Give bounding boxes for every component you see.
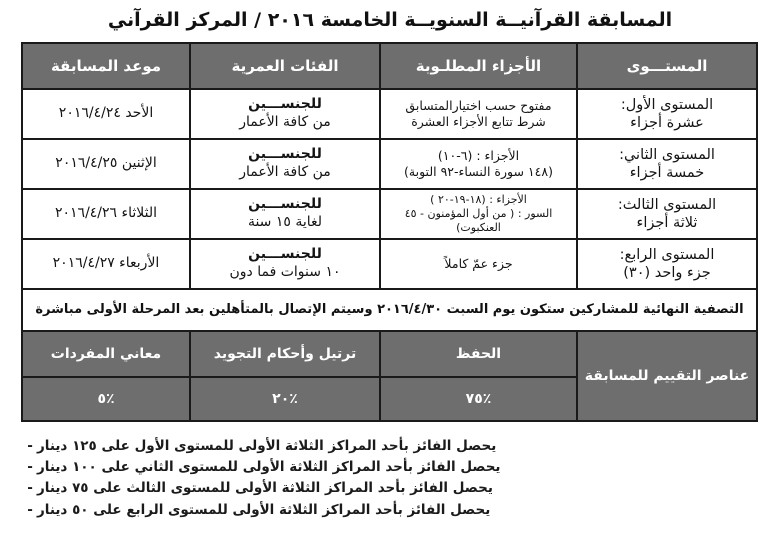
criteria-header-row: [22, 331, 757, 377]
column-header-date: موعد المسابقة: [22, 43, 190, 89]
parts-line-1: جزء عمّ كاملاً: [444, 255, 513, 271]
cell-ages: [190, 189, 380, 239]
cell-parts: [380, 239, 577, 289]
bullet-dash-icon: -: [27, 437, 33, 454]
table-header-row: [22, 43, 757, 89]
ages-line-1: للجنســـين: [248, 246, 322, 263]
table-row: [22, 139, 757, 189]
level-detail: عشرة أجزاء: [630, 114, 704, 131]
competition-table-wrapper: [23, 42, 758, 422]
cell-level: [577, 89, 757, 139]
cell-date: الأحد ٢٠١٦/٤/٢٤: [22, 89, 190, 139]
prize-notes-list: [23, 436, 758, 521]
cell-level: [577, 239, 757, 289]
ages-line-1: للجنســـين: [248, 146, 322, 163]
ages-line-2: ١٠ سنوات فما دون: [229, 263, 341, 280]
note-text: يحصل الفائز بأحد المراكز الثلاثة الأولى للمستوى الثالث على ٧٥ دينار: [37, 480, 493, 497]
note-text: يحصل الفائز بأحد المراكز الثلاثة الأولى للمستوى الرابع على ٥٠ دينار: [37, 501, 491, 518]
list-item: [23, 478, 758, 499]
note-text: يحصل الفائز بأحد المراكز الثلاثة الأولى للمستوى الأول على ١٢٥ دينار: [37, 437, 497, 454]
cell-date: الإثنين ٢٠١٦/٤/٢٥: [22, 139, 190, 189]
cell-level: [577, 189, 757, 239]
column-header-ages: الفئات العمرية: [190, 43, 380, 89]
level-title: المستوى الرابع:: [619, 246, 715, 263]
list-item: [23, 457, 758, 478]
bullet-dash-icon: -: [27, 501, 33, 518]
page-title: المسابقة القرآنيــة السنويــة الخامسة ٢٠١٦ / المركز القرآني: [107, 9, 673, 31]
level-detail: ثلاثة أجزاء: [636, 214, 698, 231]
table-row: [22, 89, 757, 139]
criteria-name-vocabulary: معاني المفردات: [22, 331, 190, 377]
level-title: المستوى الثالث:: [617, 196, 717, 213]
notice-row: [22, 289, 757, 331]
criteria-label: عناصر التقييم للمسابقة: [577, 331, 757, 421]
level-detail: جزء واحد (٣٠): [623, 264, 711, 281]
parts-line-1: الأجزاء : (١٨-١٩-٢٠ ): [430, 193, 527, 207]
ages-line-1: للجنســـين: [248, 96, 322, 113]
parts-line-1: مفتوح حسب اختيارالمتسابق: [405, 98, 552, 114]
criteria-name-tajweed: ترتيل وأحكام التجويد: [190, 331, 380, 377]
criteria-percent-memorization: ٪٧٥: [380, 377, 577, 421]
column-header-level: المستـــوى: [577, 43, 757, 89]
table-row: [22, 189, 757, 239]
final-qualification-notice: التصفية النهائية للمشاركين ستكون يوم السبت ٢٠١٦/٤/٣٠ وسيتم الإتصال بالمتأهلين بعد المرحلة الأولى مباشرة: [22, 289, 757, 331]
bullet-dash-icon: -: [27, 480, 33, 497]
competition-table: [21, 42, 758, 422]
parts-line-2: شرط تتابع الأجزاء العشرة: [411, 113, 546, 129]
ages-line-1: للجنســـين: [248, 196, 322, 213]
cell-ages: [190, 139, 380, 189]
level-title: المستوى الثاني:: [619, 146, 715, 163]
level-title: المستوى الأول:: [620, 96, 714, 113]
criteria-name-memorization: الحفظ: [380, 331, 577, 377]
parts-line-2: السور : ( من أول المؤمنون - ٤٥ العنكبوت): [404, 206, 553, 234]
bullet-dash-icon: -: [27, 459, 33, 476]
ages-line-2: لغاية ١٥ سنة: [247, 213, 323, 230]
list-item: [23, 436, 758, 457]
cell-date: الأربعاء ٢٠١٦/٤/٢٧: [22, 239, 190, 289]
ages-line-2: من كافة الأعمار: [239, 113, 331, 130]
parts-line-1: الأجزاء : (٦-١٠): [437, 148, 520, 164]
cell-ages: [190, 239, 380, 289]
criteria-percent-vocabulary: ٪٥: [22, 377, 190, 421]
cell-level: [577, 139, 757, 189]
cell-date: الثلاثاء ٢٠١٦/٤/٢٦: [22, 189, 190, 239]
cell-parts: [380, 89, 577, 139]
parts-line-2: (١٤٨ سورة النساء-٩٢ التوبة): [404, 163, 553, 179]
column-header-parts: الأجزاء المطلـوبة: [380, 43, 577, 89]
level-detail: خمسة أجزاء: [629, 164, 705, 181]
note-text: يحصل الفائز بأحد المراكز الثلاثة الأولى للمستوى الثاني على ١٠٠ دينار: [37, 459, 501, 476]
cell-parts: [380, 189, 577, 239]
cell-parts: [380, 139, 577, 189]
list-item: [23, 500, 758, 521]
criteria-percent-tajweed: ٪٢٠: [190, 377, 380, 421]
table-row: [22, 239, 757, 289]
ages-line-2: من كافة الأعمار: [239, 163, 331, 180]
cell-ages: [190, 89, 380, 139]
